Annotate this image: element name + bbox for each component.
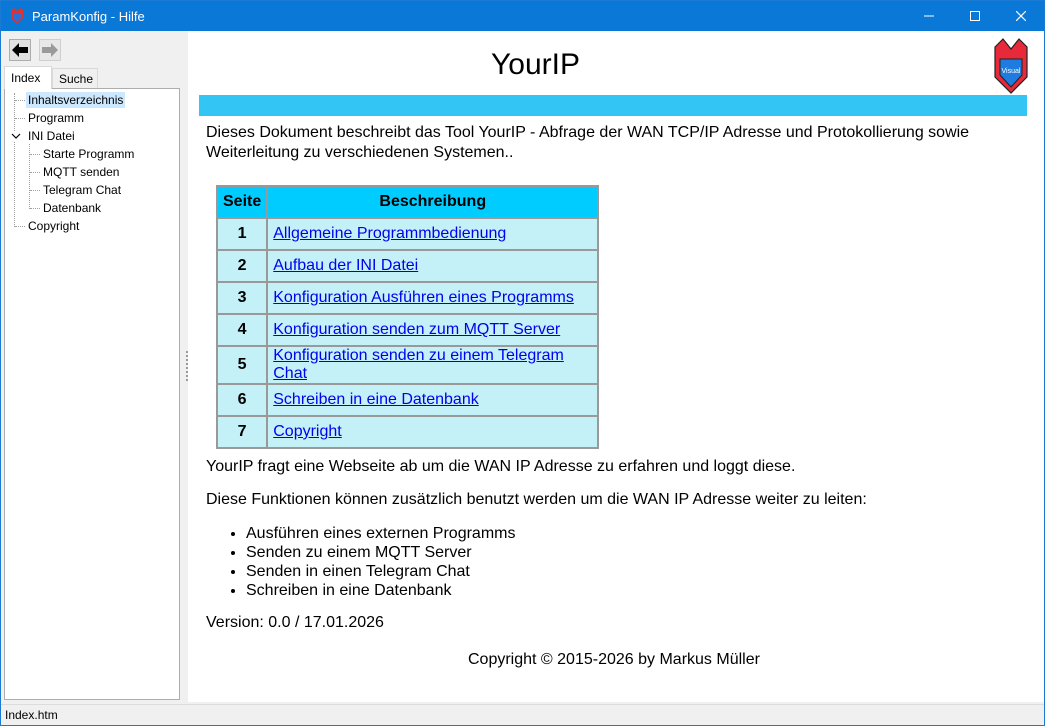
tree-item-mqtt-senden[interactable]: MQTT senden [43, 165, 120, 179]
functions-list [206, 524, 515, 600]
link-datenbank[interactable]: Schreiben in eine Datenbank [273, 391, 479, 408]
table-row [217, 218, 598, 250]
table-row [217, 250, 598, 282]
link-konfiguration-mqtt[interactable]: Konfiguration senden zum MQTT Server [273, 321, 561, 338]
tree-item-inhaltsverzeichnis[interactable]: Inhaltsverzeichnis [28, 93, 124, 107]
back-button[interactable] [9, 39, 31, 61]
row-description [267, 346, 598, 384]
visual-logo [993, 37, 1029, 95]
list-item: • Schreiben in eine Datenbank [246, 581, 515, 600]
app-logo-icon [10, 8, 24, 24]
row-number: 4 [217, 314, 267, 346]
contents-table [216, 185, 599, 449]
logo-text: Visual [1001, 68, 1021, 75]
title-bar[interactable] [1, 1, 1044, 31]
tree-item-programm[interactable]: Programm [28, 111, 85, 125]
table-row [217, 346, 598, 384]
tree-item-ini-datei[interactable]: INI Datei [28, 129, 75, 143]
intro-text: Dieses Dokument beschreibt das Tool YourIP - Abfrage der WAN TCP/IP Adresse und Protokollierung sowie Weiterleitung zu verschiedenen Systemen.. [206, 124, 970, 161]
tree-connector [30, 154, 40, 155]
table-row [217, 282, 598, 314]
maximize-button[interactable] [952, 1, 998, 31]
help-content [188, 31, 1044, 702]
link-konfiguration-programm[interactable]: Konfiguration Ausführen eines Programms [273, 289, 574, 306]
list-item: • Ausführen eines externen Programms [246, 524, 515, 543]
index-tree [4, 88, 180, 700]
tree-connector [15, 100, 25, 101]
tree-item-telegram-chat[interactable]: Telegram Chat [43, 183, 122, 197]
tab-index[interactable]: Index [4, 66, 52, 89]
tree-connector [30, 208, 40, 209]
table-row [217, 416, 598, 448]
list-item: • Senden in einen Telegram Chat [246, 562, 515, 581]
table-row [217, 314, 598, 346]
forward-button[interactable] [39, 39, 61, 61]
tree-connector [30, 172, 40, 173]
row-description [267, 314, 598, 346]
row-number: 5 [217, 346, 267, 384]
row-description [267, 416, 598, 448]
arrow-right-icon [42, 43, 58, 57]
tree-connector [15, 118, 25, 119]
tree-item-starte-programm[interactable]: Starte Programm [43, 147, 135, 161]
row-number: 3 [217, 282, 267, 314]
table-header-row [217, 186, 598, 218]
page-title: YourIP [491, 48, 580, 81]
header-bar [199, 95, 1027, 116]
arrow-left-icon [12, 43, 28, 57]
row-number: 6 [217, 384, 267, 416]
row-description [267, 384, 598, 416]
close-button[interactable] [998, 1, 1044, 31]
navigation-pane [1, 31, 184, 702]
minimize-button[interactable] [906, 1, 952, 31]
link-konfiguration-telegram[interactable]: Konfiguration senden zu einem Telegram Chat [273, 347, 564, 382]
functions-intro-text: Diese Funktionen können zusätzlich benutzt werden um die WAN IP Adresse weiter zu leiten: [206, 491, 867, 508]
close-icon [1016, 11, 1026, 21]
table-row [217, 384, 598, 416]
link-aufbau-ini-datei[interactable]: Aufbau der INI Datei [273, 257, 419, 274]
header-beschreibung: Beschreibung [267, 186, 598, 218]
tree-connector [30, 190, 40, 191]
row-number: 7 [217, 416, 267, 448]
chevron-down-icon[interactable] [11, 131, 21, 141]
row-number: 2 [217, 250, 267, 282]
header-seite: Seite [217, 186, 267, 218]
row-description [267, 218, 598, 250]
tab-search[interactable]: Suche [52, 68, 98, 89]
tree-connector [15, 226, 25, 227]
status-bar: Index.htm [1, 704, 1044, 725]
row-number: 1 [217, 218, 267, 250]
row-description [267, 282, 598, 314]
tree-item-datenbank[interactable]: Datenbank [43, 201, 102, 215]
minimize-icon [924, 11, 934, 21]
list-item: • Senden zu einem MQTT Server [246, 543, 515, 562]
description-text: YourIP fragt eine Webseite ab um die WAN IP Adresse zu erfahren und loggt diese. [206, 458, 796, 475]
row-description [267, 250, 598, 282]
copyright-text: Copyright © 2015-2026 by Markus Müller [468, 651, 760, 668]
window-title: ParamKonfig - Hilfe [32, 9, 145, 24]
link-copyright[interactable]: Copyright [273, 423, 342, 440]
maximize-icon [970, 11, 980, 21]
link-allgemeine-programmbedienung[interactable]: Allgemeine Programmbedienung [273, 225, 507, 242]
tree-item-copyright[interactable]: Copyright [28, 219, 80, 233]
version-text: Version: 0.0 / 17.01.2026 [206, 614, 384, 631]
tree-connector [14, 93, 15, 227]
